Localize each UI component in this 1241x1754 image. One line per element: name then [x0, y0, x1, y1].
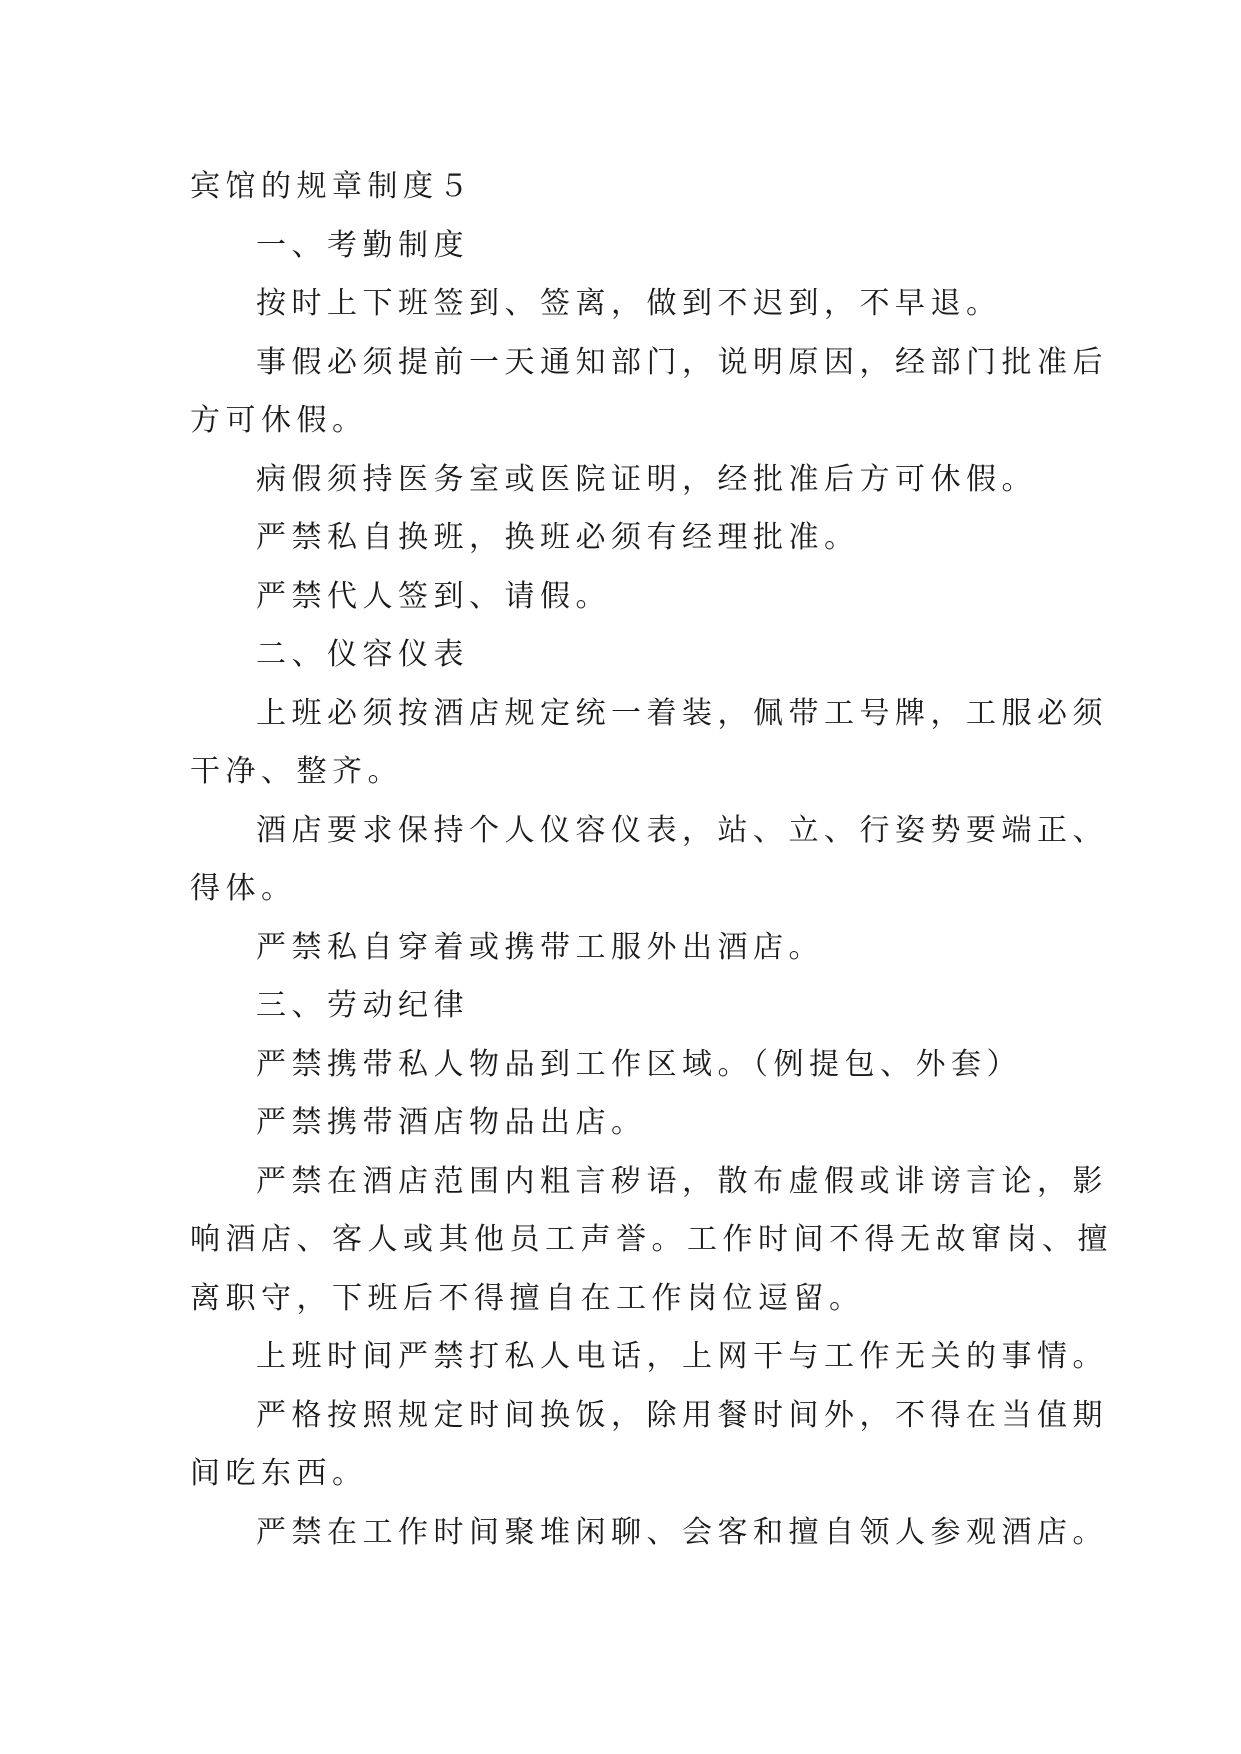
- paragraph-line: 严禁在工作时间聚堆闲聊、会客和擅自领人参观酒店。: [256, 1514, 1108, 1550]
- paragraph-line: 上班时间严禁打私人电话，上网干与工作无关的事情。: [256, 1339, 1108, 1374]
- paragraph-line: 响酒店、客人或其他员工声誉。工作时间不得无故窜岗、擅: [190, 1222, 1113, 1257]
- paragraph-line: 干净、整齐。: [190, 754, 403, 789]
- document-title: 宾馆的规章制度５: [190, 169, 474, 204]
- paragraph-line: 严禁在酒店范围内粗言秽语，散布虚假或诽谤言论，影: [256, 1163, 1108, 1199]
- paragraph-line: 上班必须按酒店规定统一着装，佩带工号牌，工服必须: [256, 695, 1108, 731]
- section-heading: 二、仪容仪表: [256, 637, 469, 672]
- paragraph-line: 酒店要求保持个人仪容仪表，站、立、行姿势要端正、: [256, 812, 1108, 848]
- paragraph-line: 严禁私自穿着或携带工服外出酒店。: [256, 929, 824, 965]
- paragraph-line: 方可休假。: [190, 403, 368, 438]
- paragraph-line: 得体。: [190, 871, 297, 906]
- paragraph-line: 严禁携带私人物品到工作区域。（例提包、外套）: [256, 1046, 1022, 1082]
- paragraph-line: 严禁代人签到、请假。: [256, 578, 611, 614]
- section-heading: 一、考勤制度: [256, 227, 469, 263]
- paragraph-line: 按时上下班签到、签离，做到不迟到，不早退。: [256, 286, 1002, 321]
- paragraph-line: 间吃东西。: [190, 1456, 368, 1491]
- paragraph-line: 离职守，下班后不得擅自在工作岗位逗留。: [190, 1280, 865, 1316]
- paragraph-line: 严格按照规定时间换饭，除用餐时间外，不得在当值期: [256, 1397, 1108, 1433]
- paragraph-line: 事假必须提前一天通知部门，说明原因，经部门批准后: [256, 344, 1108, 380]
- paragraph-line: 严禁私自换班，换班必须有经理批准。: [256, 520, 860, 555]
- paragraph-line: 严禁携带酒店物品出店。: [256, 1105, 647, 1140]
- paragraph-line: 病假须持医务室或医院证明，经批准后方可休假。: [256, 461, 1037, 497]
- section-heading: 三、劳动纪律: [256, 988, 469, 1023]
- document-body: [190, 158, 1113, 1562]
